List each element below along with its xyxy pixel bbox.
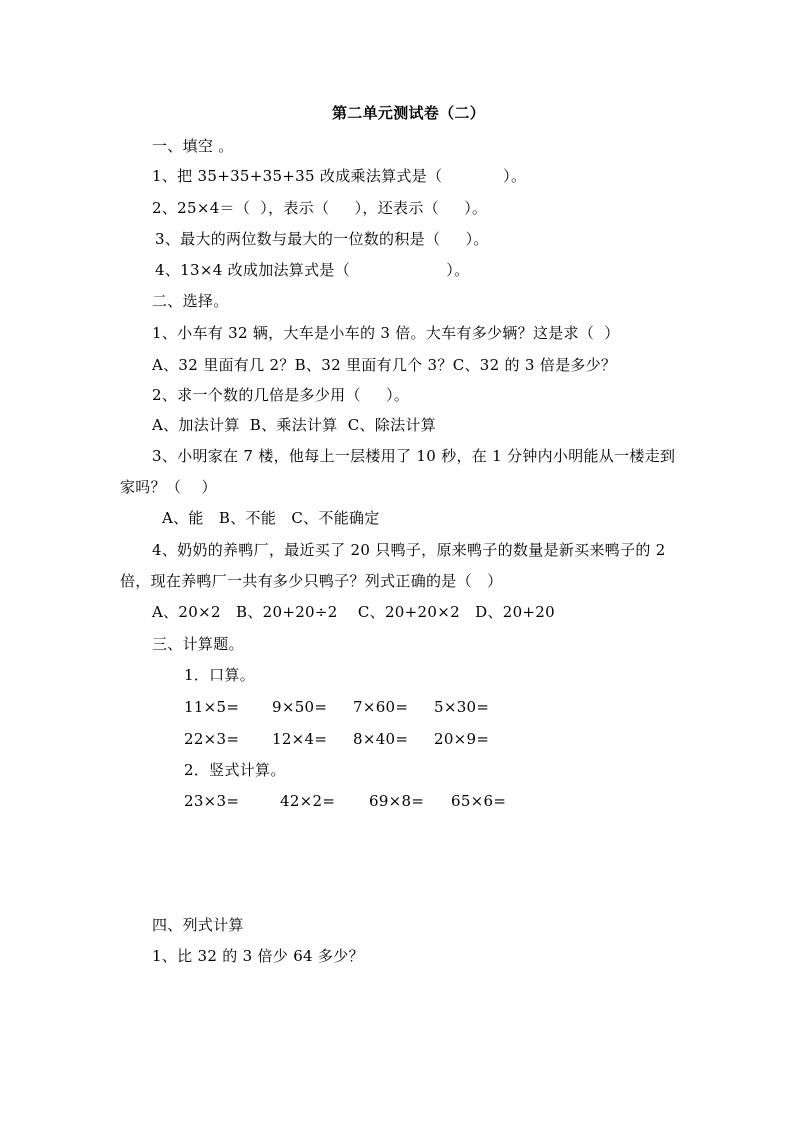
oral-calc-item: 20×9= xyxy=(434,730,490,748)
vertical-calc-item: 23×3= xyxy=(184,792,240,810)
section-2-heading: 二、选择。 xyxy=(152,292,229,310)
oral-calc-item: 12×4= xyxy=(272,730,328,748)
choice-question-4-line-1: 4、奶奶的养鸭厂，最近买了 20 只鸭子，原来鸭子的数量是新买来鸭子的 2 xyxy=(152,541,666,559)
oral-calc-item: 11×5= xyxy=(184,698,240,716)
vertical-calc-heading: 2．竖式计算。 xyxy=(184,761,286,779)
choice-question-2: 2、求一个数的几倍是多少用（ ）。 xyxy=(152,386,410,404)
oral-calc-item: 9×50= xyxy=(272,698,328,716)
choice-question-3-options: A、能 B、不能 C、不能确定 xyxy=(162,509,380,527)
section-3-heading: 三、计算题。 xyxy=(152,635,244,653)
choice-question-4-options: A、20×2 B、20+20÷2 C、20+20×2 D、20+20 xyxy=(152,603,555,621)
choice-question-3-line-2: 家吗？（ ） xyxy=(120,478,217,496)
vertical-calc-item: 42×2= xyxy=(280,792,336,810)
fill-question-4: 4、13×4 改成加法算式是（ ）。 xyxy=(155,261,470,279)
oral-calc-heading: 1．口算。 xyxy=(184,666,256,684)
vertical-calc-item: 65×6= xyxy=(451,792,507,810)
choice-question-1-options: A、32 里面有几 2？B、32 里面有几个 3？C、32 的 3 倍是多少？ xyxy=(152,356,617,374)
choice-question-1: 1、小车有 32 辆，大车是小车的 3 倍。大车有多少辆？这是求（ ） xyxy=(152,324,620,342)
choice-question-3-line-1: 3、小明家在 7 楼，他每上一层楼用了 10 秒，在 1 分钟内小明能从一楼走到 xyxy=(152,447,676,465)
choice-question-4-line-2: 倍，现在养鸭厂一共有多少只鸭子？列式正确的是（ ） xyxy=(120,572,503,590)
section-4-heading: 四、列式计算 xyxy=(152,916,244,934)
fill-question-1: 1、把 35+35+35+35 改成乘法算式是（ ）。 xyxy=(152,167,527,185)
vertical-calc-item: 69×8= xyxy=(369,792,425,810)
choice-question-2-options: A、加法计算 B、乘法计算 C、除法计算 xyxy=(152,416,437,434)
oral-calc-item: 8×40= xyxy=(353,730,409,748)
section-1-heading: 一、填空 。 xyxy=(152,137,234,155)
oral-calc-item: 5×30= xyxy=(434,698,490,716)
oral-calc-item: 7×60= xyxy=(353,698,409,716)
fill-question-2: 2、25×4＝（ ），表示（ ），还表示（ ）。 xyxy=(152,199,488,217)
oral-calc-item: 22×3= xyxy=(184,730,240,748)
page-title: 第二单元测试卷（二） xyxy=(332,104,486,122)
fill-question-3: 3、最大的两位数与最大的一位数的积是（ ）。 xyxy=(155,230,489,248)
word-problem-1: 1、比 32 的 3 倍少 64 多少？ xyxy=(152,947,364,965)
